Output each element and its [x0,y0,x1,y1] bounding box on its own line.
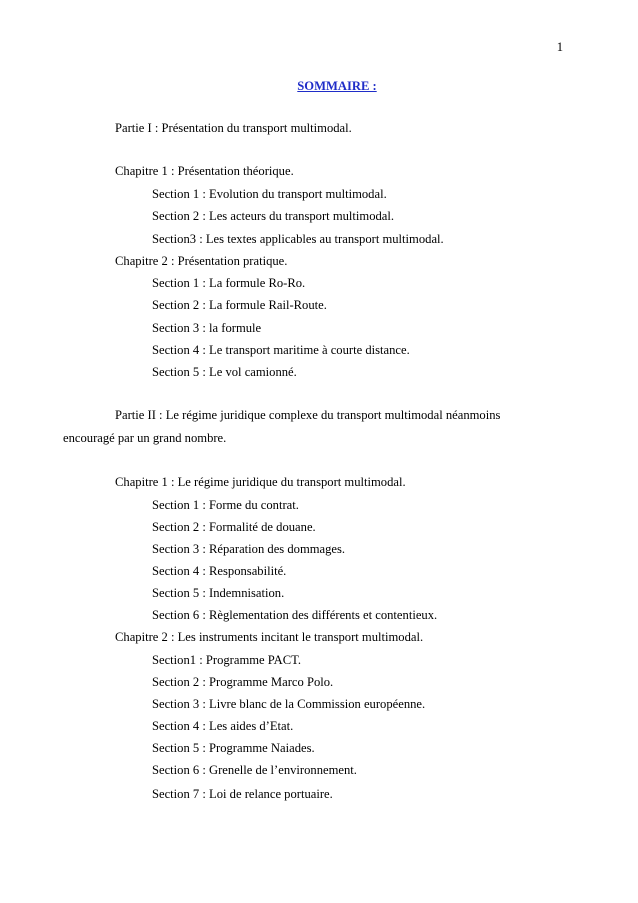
toc-section-item: Section 2 : La formule Rail-Route. [152,298,327,312]
toc-section-item: Section 5 : Le vol camionné. [152,365,297,379]
toc-section-item: Section 5 : Indemnisation. [152,586,285,600]
toc-section-item: Section3 : Les textes applicables au transport multimodal. [152,232,444,246]
toc-section-item: Section 2 : Formalité de douane. [152,520,316,534]
toc-section-item: Section 3 : Réparation des dommages. [152,542,346,556]
toc-section-item: Section 3 : Livre blanc de la Commission européenne. [152,697,426,711]
toc-section-item: Section 2 : Les acteurs du transport multimodal. [152,209,395,223]
toc-section-item: Section 2 : Programme Marco Polo. [152,675,334,689]
toc-part-heading: Partie II : Le régime juridique complexe du transport multimodal néanmoins [115,408,501,422]
toc-section-item: Section 4 : Le transport maritime à courte distance. [152,343,410,357]
toc-section-item: Section 1 : La formule Ro-Ro. [152,276,306,290]
toc-section-item: Section 6 : Règlementation des différents et contentieux. [152,608,438,622]
toc-chapter-heading: Chapitre 2 : Présentation pratique. [115,254,288,268]
toc-part-heading-continued: encouragé par un grand nombre. [63,431,227,445]
toc-section-item: Section 3 : la formule [152,321,262,335]
page-number: 1 [556,40,563,54]
toc-section-item: Section 7 : Loi de relance portuaire. [152,787,333,801]
toc-section-item: Section 1 : Forme du contrat. [152,498,299,512]
toc-section-item: Section 1 : Evolution du transport multimodal. [152,187,387,201]
toc-section-item: Section1 : Programme PACT. [152,653,302,667]
toc-section-item: Section 6 : Grenelle de l’environnement. [152,763,357,777]
page-title: SOMMAIRE : [297,79,377,93]
toc-section-item: Section 4 : Responsabilité. [152,564,287,578]
toc-chapter-heading: Chapitre 1 : Le régime juridique du transport multimodal. [115,475,406,489]
toc-part-heading: Partie I : Présentation du transport multimodal. [115,121,352,135]
toc-chapter-heading: Chapitre 2 : Les instruments incitant le transport multimodal. [115,630,424,644]
toc-section-item: Section 4 : Les aides d’Etat. [152,719,294,733]
toc-chapter-heading: Chapitre 1 : Présentation théorique. [115,164,294,178]
toc-section-item: Section 5 : Programme Naiades. [152,741,315,755]
